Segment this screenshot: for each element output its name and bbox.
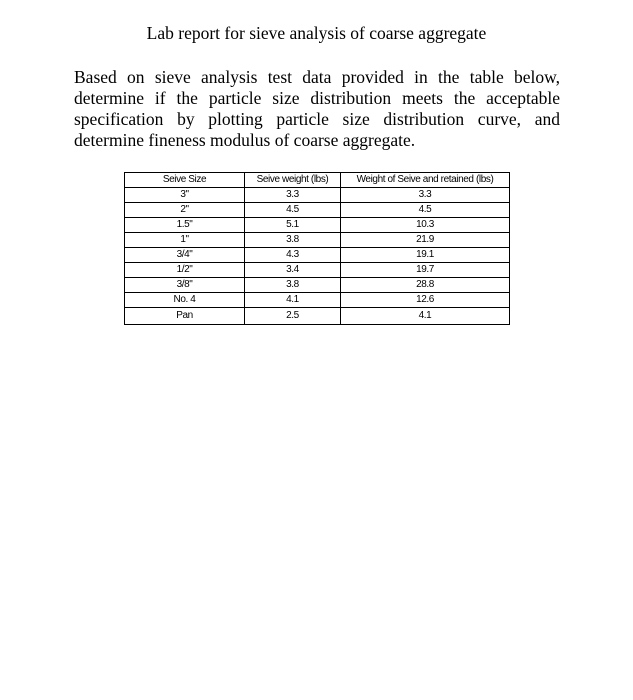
sieve-size-cell: 1.5"	[125, 218, 245, 233]
retained-weight-cell: 28.8	[341, 278, 510, 293]
sieve-size-cell: 1/2"	[125, 263, 245, 278]
retained-weight-cell: 10.3	[341, 218, 510, 233]
sieve-size-cell: 3/8"	[125, 278, 245, 293]
problem-statement-line: determine if the particle size distribution meets the acceptable	[74, 88, 560, 108]
table-row	[125, 278, 510, 293]
problem-statement-line: determine fineness modulus of coarse aggregate.	[74, 130, 416, 150]
table-row	[125, 203, 510, 218]
sieve-size-cell: 2"	[125, 203, 245, 218]
sieve-weight-cell: 3.3	[245, 188, 341, 203]
header-sieve-size: Seive Size	[125, 173, 245, 188]
report-title: Lab report for sieve analysis of coarse aggregate	[146, 23, 487, 43]
table-row	[125, 188, 510, 203]
table-row	[125, 293, 510, 308]
sieve-weight-cell: 3.8	[245, 278, 341, 293]
sieve-data-table	[124, 172, 510, 325]
table-row	[125, 233, 510, 248]
sieve-weight-cell: 5.1	[245, 218, 341, 233]
header-sieve-weight: Seive weight (lbs)	[245, 173, 341, 188]
problem-statement-line: specification by plotting particle size distribution curve, and	[74, 109, 560, 129]
sieve-weight-cell: 3.8	[245, 233, 341, 248]
header-sieve-and-retained-weight: Weight of Seive and retained (lbs)	[341, 173, 510, 188]
sieve-size-cell: No. 4	[125, 293, 245, 308]
retained-weight-cell: 21.9	[341, 233, 510, 248]
problem-statement-line: Based on sieve analysis test data provided in the table below,	[74, 67, 560, 87]
sieve-size-cell: Pan	[125, 308, 245, 325]
sieve-weight-cell: 4.5	[245, 203, 341, 218]
table-row	[125, 308, 510, 325]
sieve-size-cell: 3/4"	[125, 248, 245, 263]
retained-weight-cell: 4.1	[341, 308, 510, 325]
retained-weight-cell: 12.6	[341, 293, 510, 308]
sieve-weight-cell: 4.1	[245, 293, 341, 308]
sieve-weight-cell: 2.5	[245, 308, 341, 325]
sieve-size-cell: 1"	[125, 233, 245, 248]
sieve-weight-cell: 3.4	[245, 263, 341, 278]
retained-weight-cell: 3.3	[341, 188, 510, 203]
problem-statement	[74, 67, 560, 151]
sieve-size-cell: 3"	[125, 188, 245, 203]
sieve-weight-cell: 4.3	[245, 248, 341, 263]
table-row	[125, 263, 510, 278]
retained-weight-cell: 19.7	[341, 263, 510, 278]
table-header-row	[125, 173, 510, 188]
table-row	[125, 218, 510, 233]
retained-weight-cell: 4.5	[341, 203, 510, 218]
retained-weight-cell: 19.1	[341, 248, 510, 263]
table-row	[125, 248, 510, 263]
